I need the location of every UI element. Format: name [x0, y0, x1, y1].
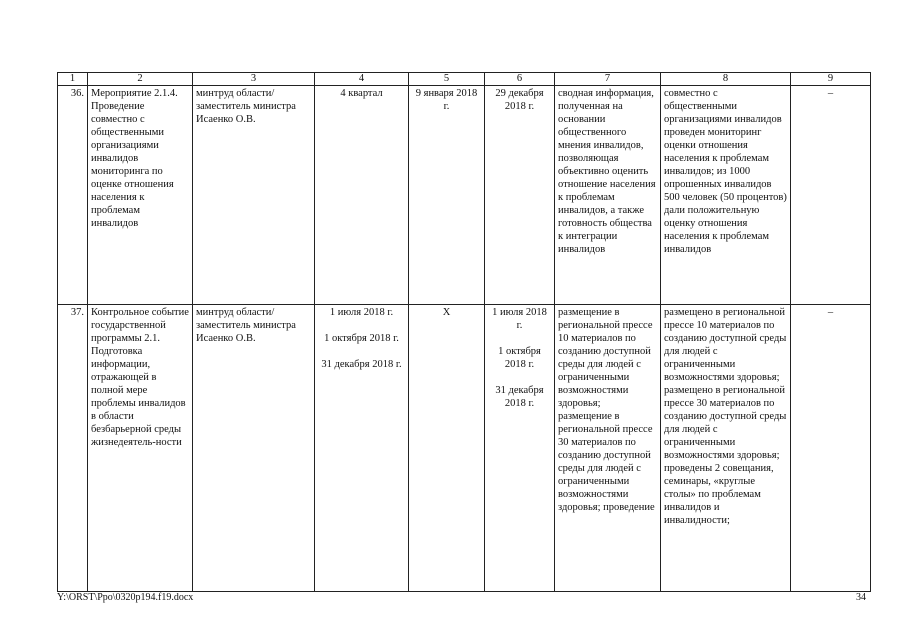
- column-number-row: [58, 73, 871, 86]
- executor-cell: минтруд области/ заместитель министра Исаенко О.В.: [193, 305, 315, 592]
- plan-start-cell: 9 января 2018 г.: [409, 86, 485, 305]
- fact-date-cell: [485, 305, 555, 592]
- column-header: 5: [409, 73, 485, 86]
- fact-date: 1 июля 2018 г.: [492, 307, 547, 331]
- expected-result-cell: размещение в региональной прессе 10 материалов по созданию доступной среды для людей с ограниченными возможностями здоровья; размещение в региональной прессе 30 материалов по созданию доступной среды для людей с ограниченными возможностями здоровья; проведение: [555, 305, 661, 592]
- actual-result-cell: размещено в региональной прессе 10 материалов по созданию доступной среды для людей с ограниченными возможностями здоровья; размещено в региональной прессе 30 материалов по созданию доступной среды для людей с ограниченными возможностями здоровья; проведены 2 совещания, семинары, «круглые столы» по проблемам инвалидов и инвалидности;: [661, 305, 791, 592]
- fact-date: 31 декабря 2018 г.: [495, 385, 544, 409]
- page-number: 34: [856, 592, 866, 603]
- report-table: [57, 72, 871, 592]
- column-header: 4: [315, 73, 409, 86]
- column-header: 3: [193, 73, 315, 86]
- plan-date: 4 квартал: [340, 88, 383, 99]
- column-header: 7: [555, 73, 661, 86]
- column-header: 9: [791, 73, 871, 86]
- fact-date-cell: [485, 86, 555, 305]
- event-cell: Мероприятие 2.1.4. Проведение совместно с общественными организациями инвалидов мониторинга по оценке отношения населения к проблемам инвалидов: [88, 86, 193, 305]
- row-number: 37.: [58, 305, 88, 592]
- plan-start-cell: Х: [409, 305, 485, 592]
- column-header: 2: [88, 73, 193, 86]
- row-number: 36.: [58, 86, 88, 305]
- table-row: [58, 305, 871, 592]
- plan-date: 1 июля 2018 г.: [329, 307, 394, 318]
- table-row: [58, 86, 871, 305]
- fact-date: 29 декабря 2018 г.: [495, 88, 544, 112]
- column-header: 6: [485, 73, 555, 86]
- column-header: 1: [58, 73, 88, 86]
- executor-cell: минтруд области/ заместитель министра Исаенко О.В.: [193, 86, 315, 305]
- file-path: Y:\ORST\Ppo\0320p194.f19.docx: [57, 592, 194, 603]
- actual-result-cell: совместно с общественными организациями инвалидов проведен мониторинг оценки отношения населения к проблемам инвалидов; из 1000 опрошенных инвалидов 500 человек (50 процентов) дали положительную оценку отношения населения к проблемам инвалидов: [661, 86, 791, 305]
- plan-date-cell: [315, 86, 409, 305]
- plan-date: 31 декабря 2018 г.: [321, 359, 402, 370]
- expected-result-cell: сводная информация, полученная на основании общественного мнения инвалидов, позволяющая объективно оценить отношение населения к проблемам инвалидов, а также готовность общества к интеграции инвалидов: [555, 86, 661, 305]
- plan-date-cell: [315, 305, 409, 592]
- note-cell: –: [791, 305, 871, 592]
- column-header: 8: [661, 73, 791, 86]
- plan-date: 1 октября 2018 г.: [324, 333, 399, 344]
- fact-date: 1 октября 2018 г.: [498, 346, 541, 370]
- event-cell: Контрольное событие государственной программы 2.1. Подготовка информации, отражающей в полной мере проблемы инвалидов в области безбарьерной среды жизнедеятель-ности: [88, 305, 193, 592]
- note-cell: –: [791, 86, 871, 305]
